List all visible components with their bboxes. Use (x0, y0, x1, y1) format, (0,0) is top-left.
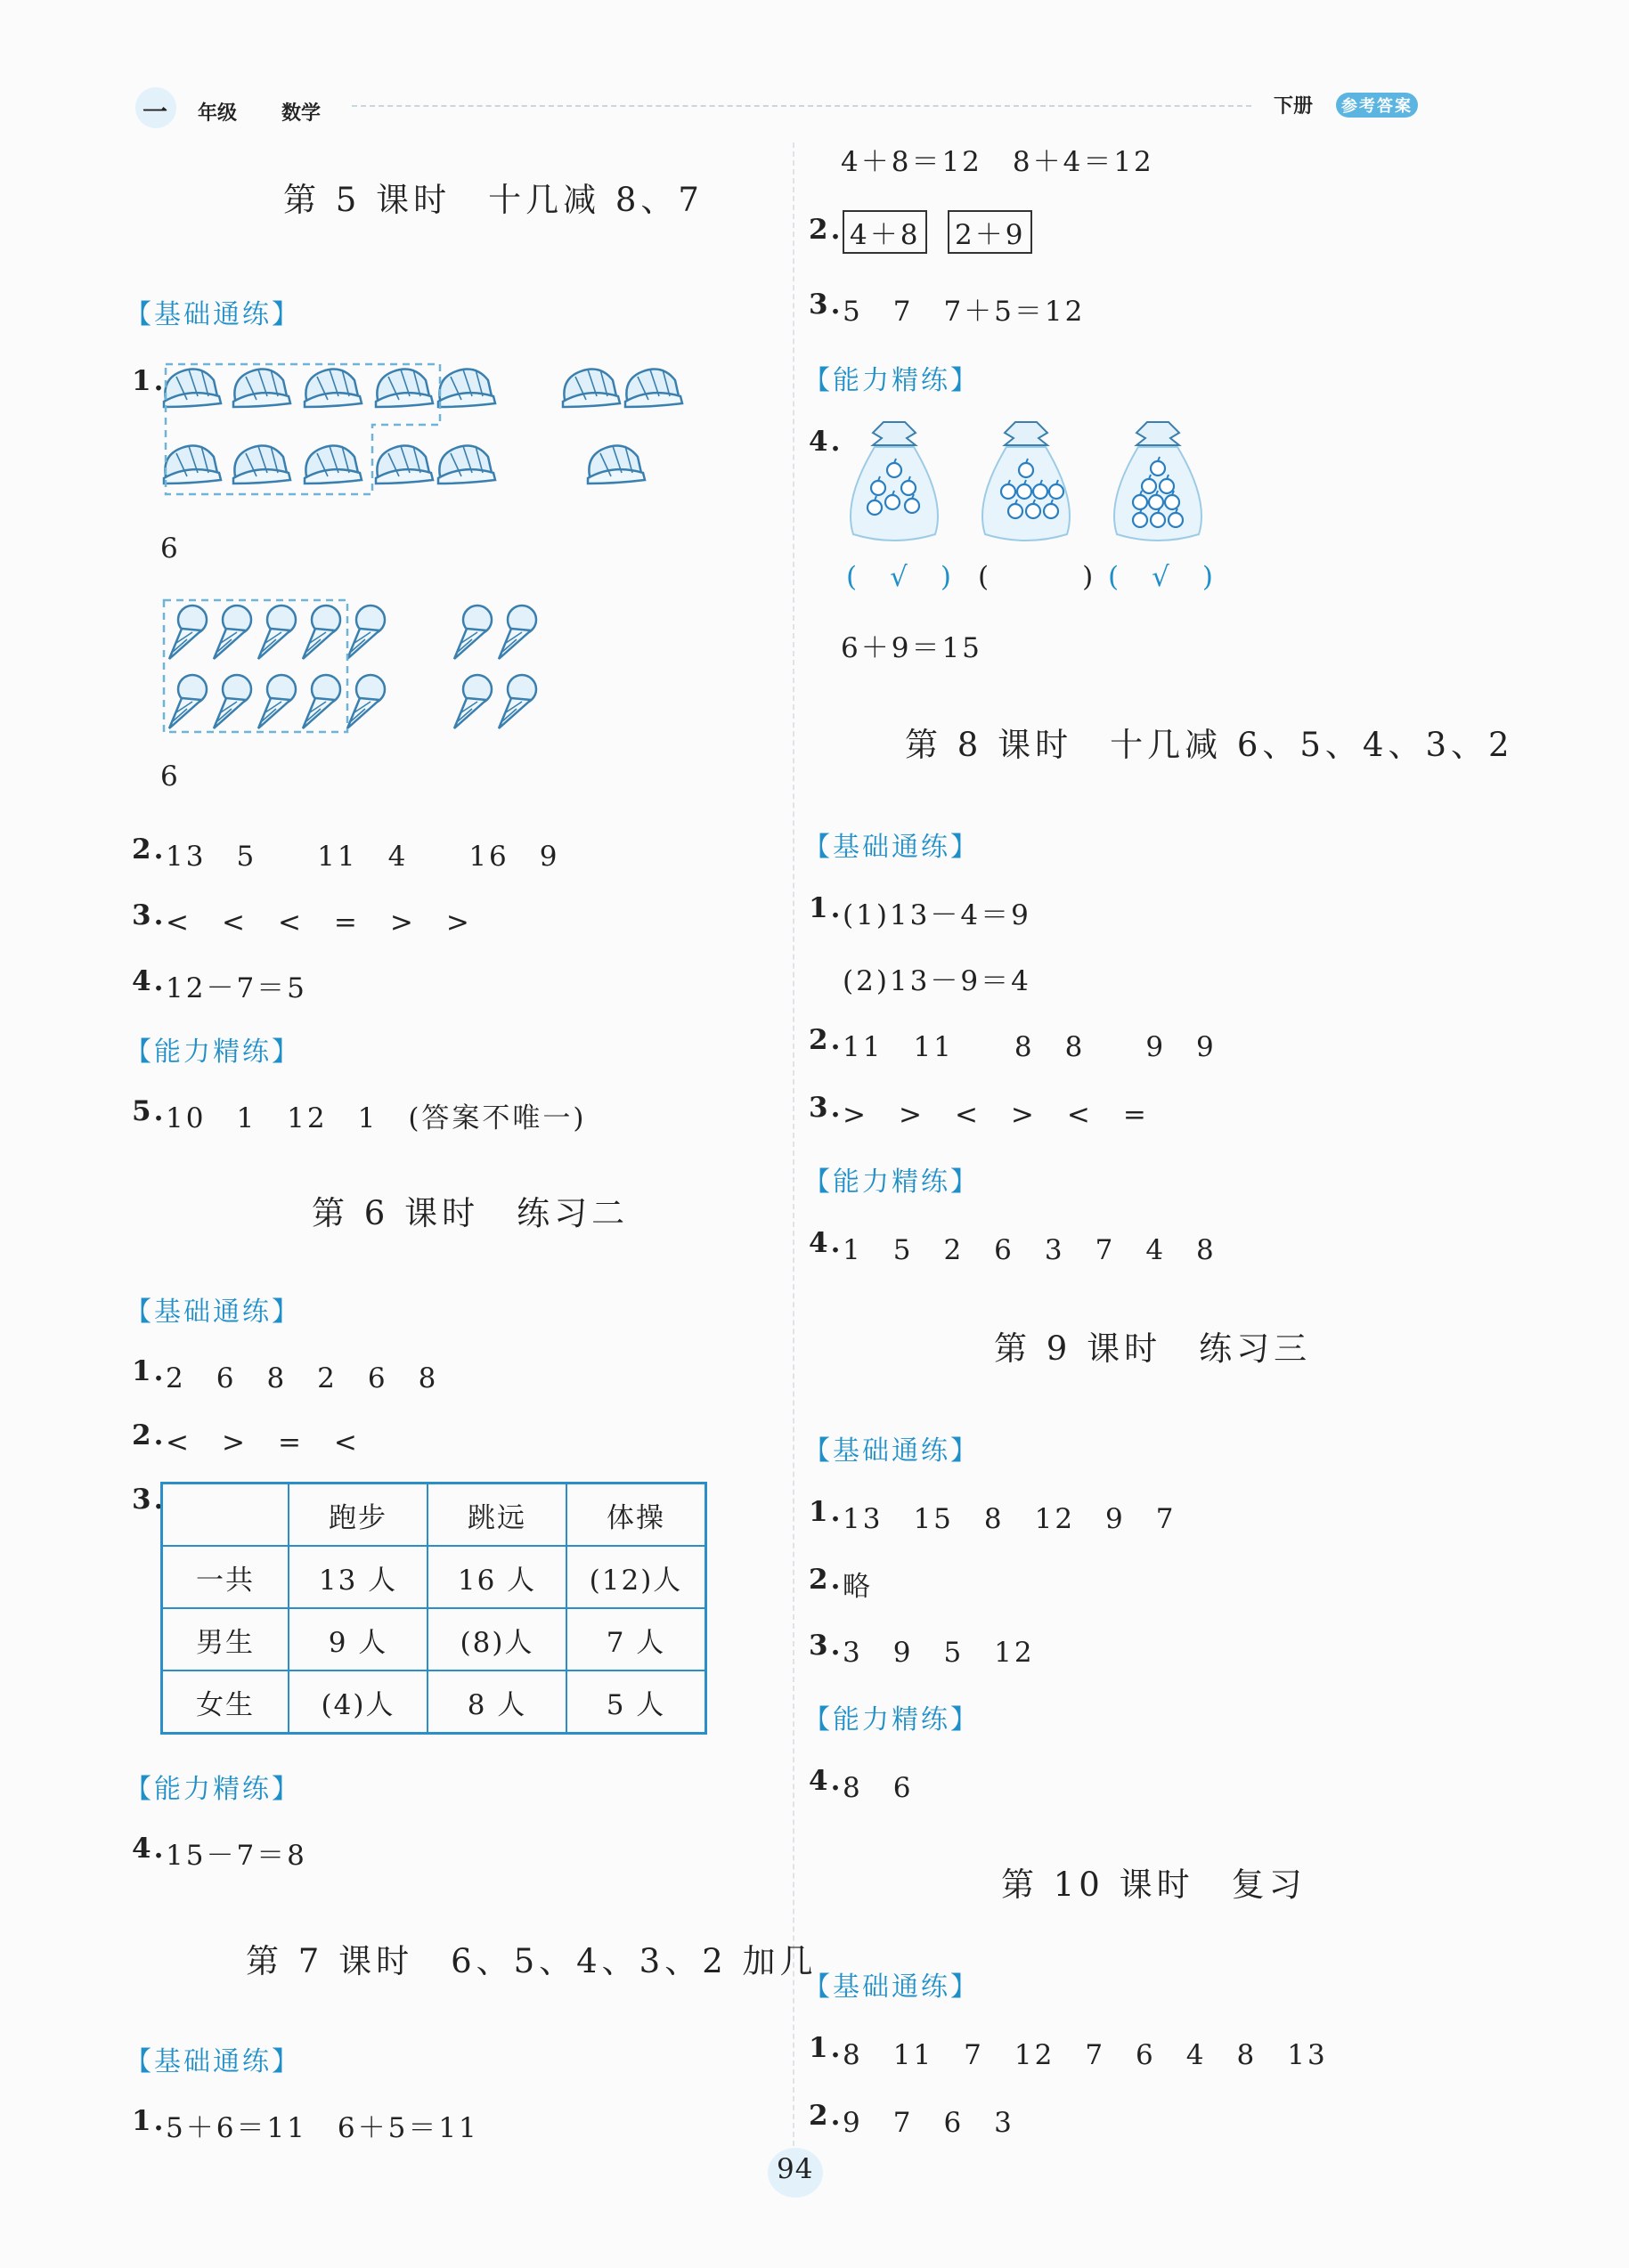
s5-q3-answer: < < < = > > (166, 906, 472, 939)
s5-ability-heading: 【能力精练】 (125, 1036, 301, 1068)
s8-q3-answer: > > < > < = (843, 1099, 1149, 1131)
s9-q1-num: 1. (809, 1496, 843, 1528)
lesson-10-title: 第 10 课时 复习 (1001, 1866, 1307, 1904)
s10-basic-heading: 【基础通练】 (803, 1971, 980, 2003)
s9-q3-num: 3. (809, 1630, 843, 1662)
sports-table (160, 1482, 707, 1735)
answer-badge: 参考答案 (1336, 93, 1418, 118)
s6-q2-num: 2. (132, 1419, 167, 1451)
s8-q2-answer: 11 11 8 8 9 9 (843, 1031, 1217, 1063)
lesson-5-title: 第 5 课时 十几减 8、7 (283, 181, 704, 219)
s7-q4-equation: 6＋9＝15 (841, 632, 982, 664)
s8-q1-answer-a: (1)13－4＝9 (843, 899, 1031, 931)
s6-q4-num: 4. (132, 1833, 167, 1865)
s6-basic-heading: 【基础通练】 (125, 1297, 301, 1328)
grade-number: 一 (143, 97, 168, 126)
s7-q2-box-a: 4＋8 (843, 210, 927, 254)
s7-q2-box-b: 2＋9 (948, 210, 1032, 254)
s8-q2-num: 2. (809, 1024, 843, 1056)
header-rule-left (352, 105, 1251, 107)
table-cell: 9 人 (289, 1608, 428, 1671)
table-cell: (4)人 (289, 1671, 428, 1734)
bags-illustration (843, 420, 1217, 554)
bag-mark-2: ( ) (978, 561, 1096, 593)
s8-q4-answer: 1 5 2 6 3 7 4 8 (843, 1234, 1217, 1266)
s9-q1-answer: 13 15 8 12 9 7 (843, 1503, 1177, 1535)
s6-q3-num: 3. (132, 1484, 167, 1516)
s7-q1-answer: 5＋6＝11 6＋5＝11 (166, 2112, 479, 2144)
s8-q1-answer-b: (2)13－9＝4 (843, 965, 1031, 997)
s9-q4-num: 4. (809, 1765, 843, 1797)
column-divider (793, 142, 794, 2155)
s6-ability-heading: 【能力精练】 (125, 1774, 301, 1805)
lesson-8-title: 第 8 课时 十几减 6、5、4、3、2 (905, 726, 1514, 764)
s7-q4-num: 4. (809, 426, 843, 458)
table-cell: 跳远 (428, 1484, 566, 1547)
lesson-7-title: 第 7 课时 6、5、4、3、2 加几 (246, 1942, 818, 1980)
s7-q3-answer: 5 7 7＋5＝12 (843, 296, 1086, 328)
table-cell: 跑步 (289, 1484, 428, 1547)
bag-mark-1: ( √ ) (846, 561, 954, 593)
table-cell: (12)人 (566, 1546, 706, 1608)
bag-mark-3: ( √ ) (1108, 561, 1216, 593)
s5-q4-num: 4. (132, 965, 167, 997)
s7-basic-heading: 【基础通练】 (125, 2046, 301, 2077)
s10-q1-answer: 8 11 7 12 7 6 4 8 13 (843, 2039, 1328, 2071)
s6-q2-answer: < > = < (166, 1427, 360, 1459)
table-cell (162, 1484, 289, 1547)
s7-q1-num: 1. (132, 2105, 167, 2137)
s10-q1-num: 1. (809, 2032, 843, 2064)
table-cell: 男生 (162, 1608, 289, 1671)
s7-ability-heading: 【能力精练】 (803, 365, 980, 396)
s8-q3-num: 3. (809, 1092, 843, 1124)
s5-q1-num: 1. (132, 365, 167, 397)
s5-q2-num: 2. (132, 833, 167, 866)
s10-q2-answer: 9 7 6 3 (843, 2107, 1014, 2139)
s5-q2-answer: 13 5 11 4 16 9 (166, 841, 560, 873)
s7-q1-answer-cont: 4＋8＝12 8＋4＝12 (841, 146, 1154, 178)
table-cell: 8 人 (428, 1671, 566, 1734)
s6-q4-answer: 15－7＝8 (166, 1840, 307, 1872)
table-cell: 一共 (162, 1546, 289, 1608)
s5-basic-heading: 【基础通练】 (125, 299, 301, 330)
s10-q2-num: 2. (809, 2100, 843, 2132)
s5-q4-answer: 12－7＝5 (166, 972, 307, 1004)
s5-q5-answer: 10 1 12 1 (答案不唯一) (166, 1102, 587, 1134)
lesson-9-title: 第 9 课时 练习三 (994, 1329, 1312, 1368)
s5-q1-answer-b: 6 (160, 760, 181, 793)
table-cell: 5 人 (566, 1671, 706, 1734)
table-cell: 13 人 (289, 1546, 428, 1608)
table-cell: 女生 (162, 1671, 289, 1734)
s6-q1-num: 1. (132, 1355, 167, 1387)
s5-q1-answer-a: 6 (160, 532, 181, 565)
s7-q3-num: 3. (809, 289, 843, 321)
grade-label: 年级 (198, 102, 238, 125)
icecream-illustration (160, 597, 561, 739)
s8-ability-heading: 【能力精练】 (803, 1167, 980, 1198)
table-cell: 体操 (566, 1484, 706, 1547)
table-row (162, 1608, 706, 1671)
s5-q3-num: 3. (132, 899, 167, 931)
table-cell: 16 人 (428, 1546, 566, 1608)
table-cell: (8)人 (428, 1608, 566, 1671)
s9-q2-num: 2. (809, 1564, 843, 1596)
s9-q4-answer: 8 6 (843, 1772, 914, 1804)
s8-q1-num: 1. (809, 892, 843, 924)
s9-ability-heading: 【能力精练】 (803, 1704, 980, 1736)
page-number: 94 (777, 2153, 814, 2185)
s7-q2-num: 2. (809, 214, 843, 246)
s9-q3-answer: 3 9 5 12 (843, 1637, 1035, 1669)
s6-q1-answer: 2 6 8 2 6 8 (166, 1362, 439, 1394)
table-row (162, 1546, 706, 1608)
s9-basic-heading: 【基础通练】 (803, 1435, 980, 1467)
s8-q4-num: 4. (809, 1227, 843, 1259)
s5-q5-num: 5. (132, 1095, 167, 1127)
s8-basic-heading: 【基础通练】 (803, 832, 980, 863)
caps-illustration (160, 361, 713, 503)
subject-label: 数学 (281, 102, 322, 125)
lesson-6-title: 第 6 课时 练习二 (312, 1194, 630, 1232)
table-cell: 7 人 (566, 1608, 706, 1671)
s9-q2-answer: 略 (843, 1571, 873, 1603)
table-header-row (162, 1484, 706, 1547)
table-row (162, 1671, 706, 1734)
volume-label: 下册 (1274, 95, 1314, 118)
